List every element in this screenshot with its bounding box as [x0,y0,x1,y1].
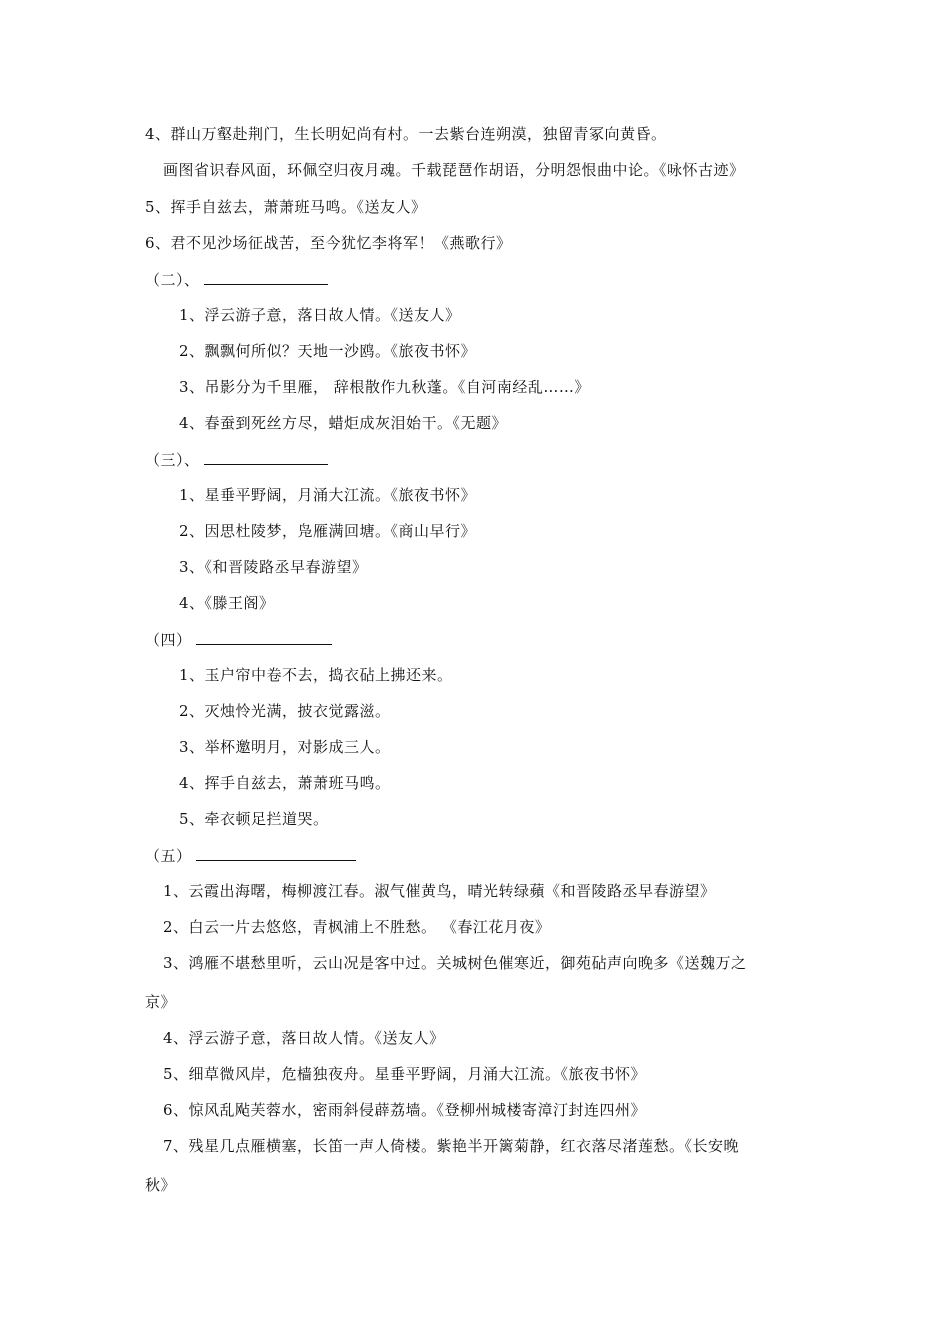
section-heading-5 [145,845,356,866]
text-line: 5、细草微风岸，危樯独夜舟。星垂平野阔，月涌大江流。《旅夜书怀》 [163,1065,647,1083]
text-line: 4、浮云游子意，落日故人情。《送友人》 [163,1029,445,1047]
text-line: 3、《和晋陵路丞早春游望》 [179,558,368,576]
text-line: 4、挥手自兹去，萧萧班马鸣。 [179,774,391,792]
text-line: 3、鸿雁不堪愁里听，云山况是客中过。关城树色催寒近，御苑砧声向晚多《送魏万之 [163,954,747,972]
section-label: （四） [145,631,192,649]
section-heading-3 [145,449,328,470]
text-line: 1、星垂平野阔，月涌大江流。《旅夜书怀》 [179,486,477,504]
text-line: 4、《滕王阁》 [179,594,275,612]
text-line: 5、牵衣顿足拦道哭。 [179,810,329,828]
answer-blank [204,449,328,465]
text-line: 6、惊风乱飐芙蓉水，密雨斜侵薜荔墙。《登柳州城楼寄漳汀封连四州》 [163,1101,647,1119]
answer-blank [196,629,332,645]
section-label: （三）、 [145,451,200,469]
text-line: 3、吊影分为千里雁， 辞根散作九秋蓬。《自河南经乱……》 [179,378,590,396]
text-line: 2、白云一片去悠悠，青枫浦上不胜愁。 《春江花月夜》 [163,918,551,936]
text-line: 4、群山万壑赴荆门，生长明妃尚有村。一去紫台连朔漠，独留青冢向黄昏。 [145,125,667,143]
section-heading-4 [145,629,332,650]
answer-blank [196,845,356,861]
text-line: 5、挥手自兹去，萧萧班马鸣。《送友人》 [145,198,427,216]
text-line: 6、君不见沙场征战苦，至今犹忆李将军！《燕歌行》 [145,234,512,252]
section-label: （五） [145,847,192,865]
text-line: 画图省识春风面，环佩空归夜月魂。千载琵琶作胡语，分明怨恨曲中论。《咏怀古迹》 [163,161,745,179]
text-line: 3、举杯邀明月，对影成三人。 [179,738,391,756]
answer-blank [204,269,328,285]
text-line: 1、浮云游子意，落日故人情。《送友人》 [179,306,461,324]
text-line: 1、玉户帘中卷不去，捣衣砧上拂还来。 [179,666,453,684]
section-heading-2 [145,269,328,290]
text-line: 2、灭烛怜光满，披衣觉露滋。 [179,702,391,720]
text-line: 2、因思杜陵梦，凫雁满回塘。《商山早行》 [179,522,477,540]
text-line: 4、春蚕到死丝方尽，蜡炬成灰泪始干。《无题》 [179,414,508,432]
text-line: 秋》 [145,1176,177,1194]
text-line: 京》 [145,993,177,1011]
section-label: （二）、 [145,271,200,289]
text-line: 2、飘飘何所似？天地一沙鸥。《旅夜书怀》 [179,342,477,360]
text-line: 7、残星几点雁横塞，长笛一声人倚楼。紫艳半开篱菊静，红衣落尽渚莲愁。《长安晚 [163,1137,740,1155]
text-line: 1、云霞出海曙，梅柳渡江春。淑气催黄鸟，晴光转绿蘋《和晋陵路丞早春游望》 [163,882,716,900]
